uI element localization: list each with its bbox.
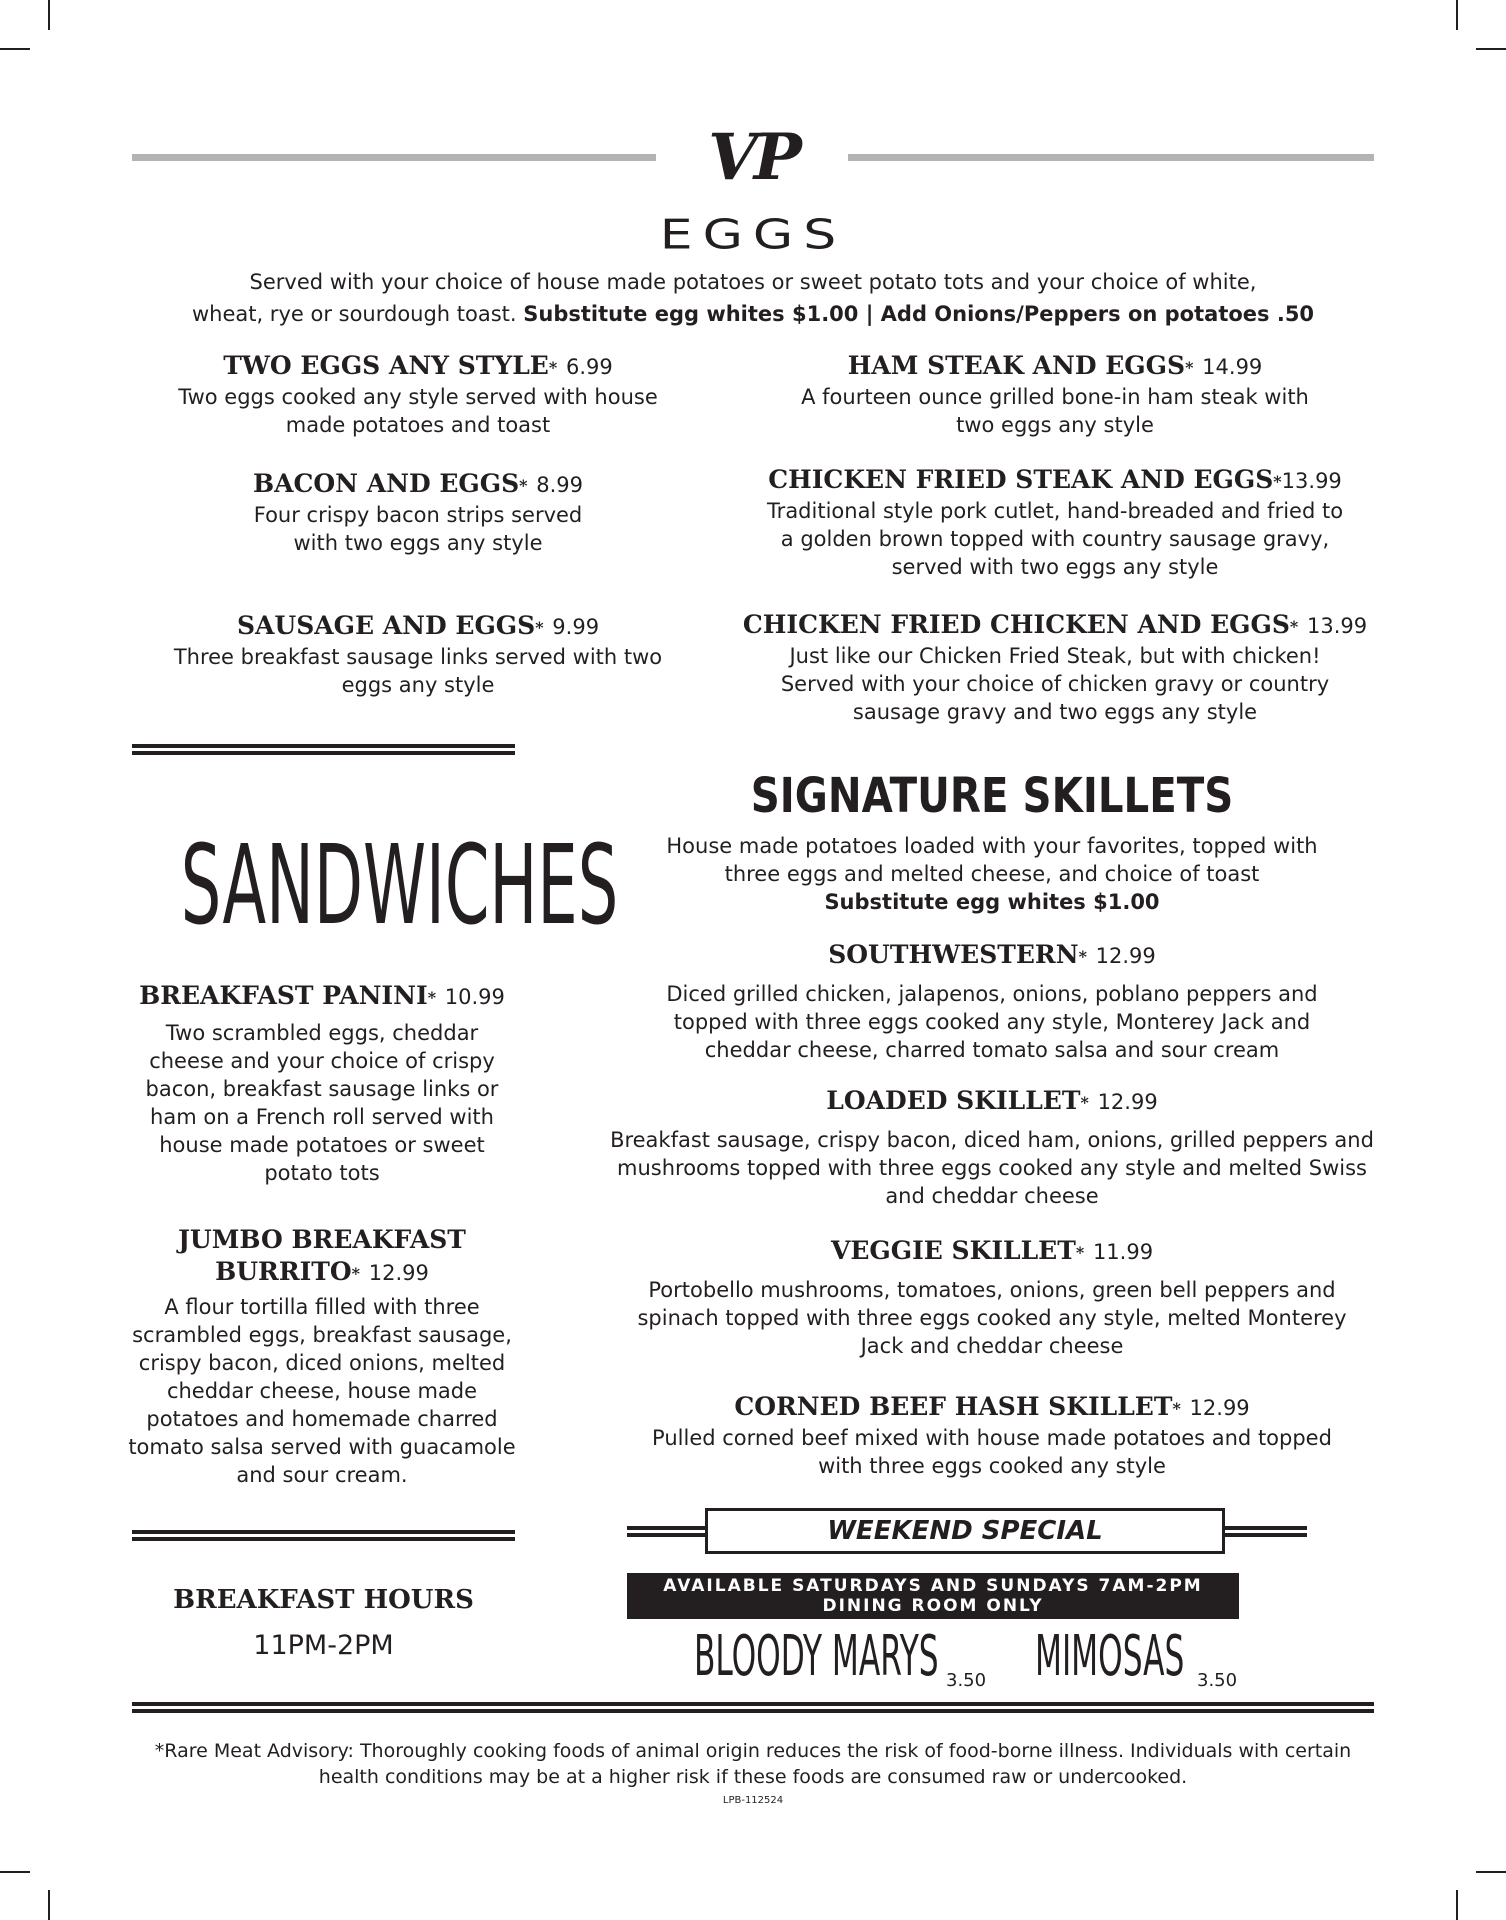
item-name: CHICKEN FRIED STEAK AND EGGS [768, 465, 1274, 494]
item-name: LOADED SKILLET [826, 1086, 1081, 1115]
item-star: * [535, 618, 544, 637]
double-rule-full [132, 1702, 1374, 1713]
menu-item [740, 464, 1370, 581]
item-name-line [620, 939, 1364, 972]
item-price: 12.99 [1095, 944, 1156, 968]
vp-logo: VP [708, 120, 798, 195]
item-description: Pulled corned beef mixed with house made potatoes and topped with three eggs cooked any style [652, 1426, 1332, 1478]
drink-mimosas-price: 3.50 [1197, 1670, 1238, 1691]
menu-item [122, 980, 522, 1187]
weekend-availability-line2: DINING ROOM ONLY [822, 1596, 1044, 1616]
crop-mark [48, 1890, 50, 1920]
sandwiches-title: SANDWICHES [180, 821, 619, 949]
item-price: 12.99 [1097, 1090, 1158, 1114]
item-price: 12.99 [368, 1261, 429, 1285]
breakfast-hours [132, 1584, 515, 1664]
eggs-intro-bold: Substitute egg whites $1.00 | Add Onions/Peppers on potatoes .50 [523, 302, 1315, 326]
skillets-title: SIGNATURE SKILLETS [750, 768, 1234, 824]
item-name-line [740, 464, 1370, 497]
item-description: Three breakfast sausage links served with two eggs any style [173, 645, 663, 697]
item-name-line [122, 980, 522, 1013]
crop-mark [48, 0, 50, 30]
menu-item [190, 468, 646, 557]
skillets-intro-bold: Substitute egg whites $1.00 [824, 890, 1160, 914]
item-star: * [1185, 358, 1194, 377]
item-star: * [351, 1264, 361, 1283]
drink-mimosas: MIMOSAS [1035, 1624, 1185, 1689]
weekend-availability [627, 1573, 1239, 1619]
item-star: * [1078, 947, 1087, 966]
menu-item [620, 939, 1364, 1064]
item-star: * [1289, 617, 1299, 636]
item-star: * [1075, 1243, 1085, 1262]
item-description: Diced grilled chicken, jalapenos, onions, poblano peppers and topped with three eggs cooked any style, Monterey Jack and cheddar cheese, charred tomato salsa and sour cream [666, 982, 1318, 1062]
item-name-line [620, 1235, 1364, 1268]
item-name: HAM STEAK AND EGGS [847, 351, 1186, 380]
weekend-availability-line1: AVAILABLE SATURDAYS AND SUNDAYS 7AM-2PM [663, 1576, 1203, 1596]
item-price: 9.99 [552, 615, 600, 639]
item-price: 13.99 [1306, 614, 1368, 638]
item-name: VEGGIE SKILLET [830, 1236, 1076, 1265]
crop-mark [1456, 0, 1458, 30]
item-name: BURRITO [215, 1257, 352, 1286]
eggs-section-title: EGGS [659, 212, 847, 259]
menu-item [140, 350, 696, 439]
skillets-intro-text: House made potatoes loaded with your favorites, topped with three eggs and melted cheese, and choice of toast [666, 834, 1318, 886]
item-name-line [190, 468, 646, 501]
item-price: 11.99 [1092, 1240, 1154, 1264]
menu-item [610, 1085, 1374, 1210]
item-star: * [519, 476, 528, 495]
item-price: 10.99 [444, 985, 505, 1009]
item-description: Just like our Chicken Fried Steak, but with chicken! Served with your choice of chicken gravy or country sausage gravy and two eggs any style [780, 644, 1330, 724]
eggs-intro-line2 [120, 298, 1386, 330]
crop-mark [1456, 1890, 1458, 1920]
skillets-intro [620, 832, 1364, 916]
item-price: 12.99 [1189, 1396, 1250, 1420]
double-rule [132, 744, 515, 755]
item-name-line [140, 610, 696, 643]
item-star: * [1172, 1399, 1181, 1418]
double-rule [132, 1530, 515, 1541]
item-description: Breakfast sausage, crispy bacon, diced ham, onions, grilled peppers and mushrooms topped with three eggs cooked any style and melted Swiss and cheddar cheese [610, 1128, 1374, 1208]
item-description: A flour tortilla filled with three scrambled eggs, breakfast sausage, crispy bacon, diced onions, melted cheddar cheese, house made potatoes and homemade charred tomato salsa served with guacamole and sour cream. [128, 1295, 516, 1487]
item-price: 8.99 [536, 473, 584, 497]
item-name: CHICKEN FRIED CHICKEN AND EGGS [742, 610, 1290, 639]
item-description: Traditional style pork cutlet, hand-breaded and fried to a golden brown topped with country sausage gravy, served with two eggs any style [766, 499, 1344, 579]
item-price: 6.99 [565, 355, 613, 379]
weekend-rule-right [1225, 1526, 1307, 1537]
item-name-line [740, 609, 1370, 642]
item-name: SAUSAGE AND EGGS [236, 611, 536, 640]
crop-mark [0, 48, 30, 50]
item-description: Portobello mushrooms, tomatoes, onions, green bell peppers and spinach topped with three eggs cooked any style, melted Monterey Jack and cheddar cheese [637, 1278, 1347, 1358]
header-rule-right [848, 154, 1374, 161]
crop-mark [1476, 48, 1506, 50]
rare-meat-advisory: *Rare Meat Advisory: Thoroughly cooking foods of animal origin reduces the risk of food-borne illness. Individuals with certain health conditions may be at a higher risk if these foods are consumed raw or undercooked. [154, 1740, 1352, 1788]
weekend-special-title: WEEKEND SPECIAL [705, 1508, 1225, 1554]
item-name-line2 [122, 1256, 522, 1289]
hours-title: BREAKFAST HOURS [173, 1585, 474, 1615]
item-description: A fourteen ounce grilled bone-in ham steak with two eggs any style [801, 385, 1309, 437]
item-name: SOUTHWESTERN [828, 940, 1079, 969]
header-rule-left [132, 154, 656, 161]
eggs-intro-line1: Served with your choice of house made potatoes or sweet potato tots and your choice of white, [249, 270, 1257, 294]
item-description: Two scrambled eggs, cheddar cheese and your choice of crispy bacon, breakfast sausage links or ham on a French roll served with house made potatoes or sweet potato tots [145, 1021, 499, 1185]
item-name: TWO EGGS ANY STYLE [223, 351, 549, 380]
item-star: * [548, 358, 558, 377]
menu-item [140, 610, 696, 699]
item-name: BACON AND EGGS [252, 469, 520, 498]
item-star: * [1080, 1093, 1089, 1112]
item-price: 14.99 [1202, 355, 1263, 379]
hours-value: 11PM-2PM [253, 1630, 394, 1661]
menu-item [620, 1391, 1364, 1480]
item-name-line [610, 1085, 1374, 1118]
item-star: * [427, 988, 437, 1007]
menu-item [122, 1224, 522, 1489]
item-name: BREAKFAST PANINI [139, 981, 428, 1010]
menu-item [620, 1235, 1364, 1360]
eggs-intro-plain: wheat, rye or sourdough toast. [191, 302, 517, 326]
crop-mark [0, 1871, 30, 1873]
item-name-line [620, 1391, 1364, 1424]
item-name: CORNED BEEF HASH SKILLET [734, 1392, 1173, 1421]
item-name-line [760, 350, 1350, 383]
drink-bloody-marys-price: 3.50 [946, 1670, 987, 1691]
eggs-intro [120, 266, 1386, 330]
item-star: * [1273, 472, 1282, 491]
crop-mark [1476, 1871, 1506, 1873]
item-description: Two eggs cooked any style served with house made potatoes and toast [178, 385, 658, 437]
item-name-line1: JUMBO BREAKFAST [178, 1225, 466, 1254]
weekend-rule-left [627, 1526, 705, 1537]
menu-code: LPB-112524 [722, 1795, 784, 1806]
item-price: 13.99 [1281, 469, 1342, 493]
menu-item [760, 350, 1350, 439]
item-description: Four crispy bacon strips served with two eggs any style [253, 503, 583, 555]
item-name-line [140, 350, 696, 383]
drink-bloody-marys: BLOODY MARYS [694, 1624, 939, 1689]
menu-item [740, 609, 1370, 726]
